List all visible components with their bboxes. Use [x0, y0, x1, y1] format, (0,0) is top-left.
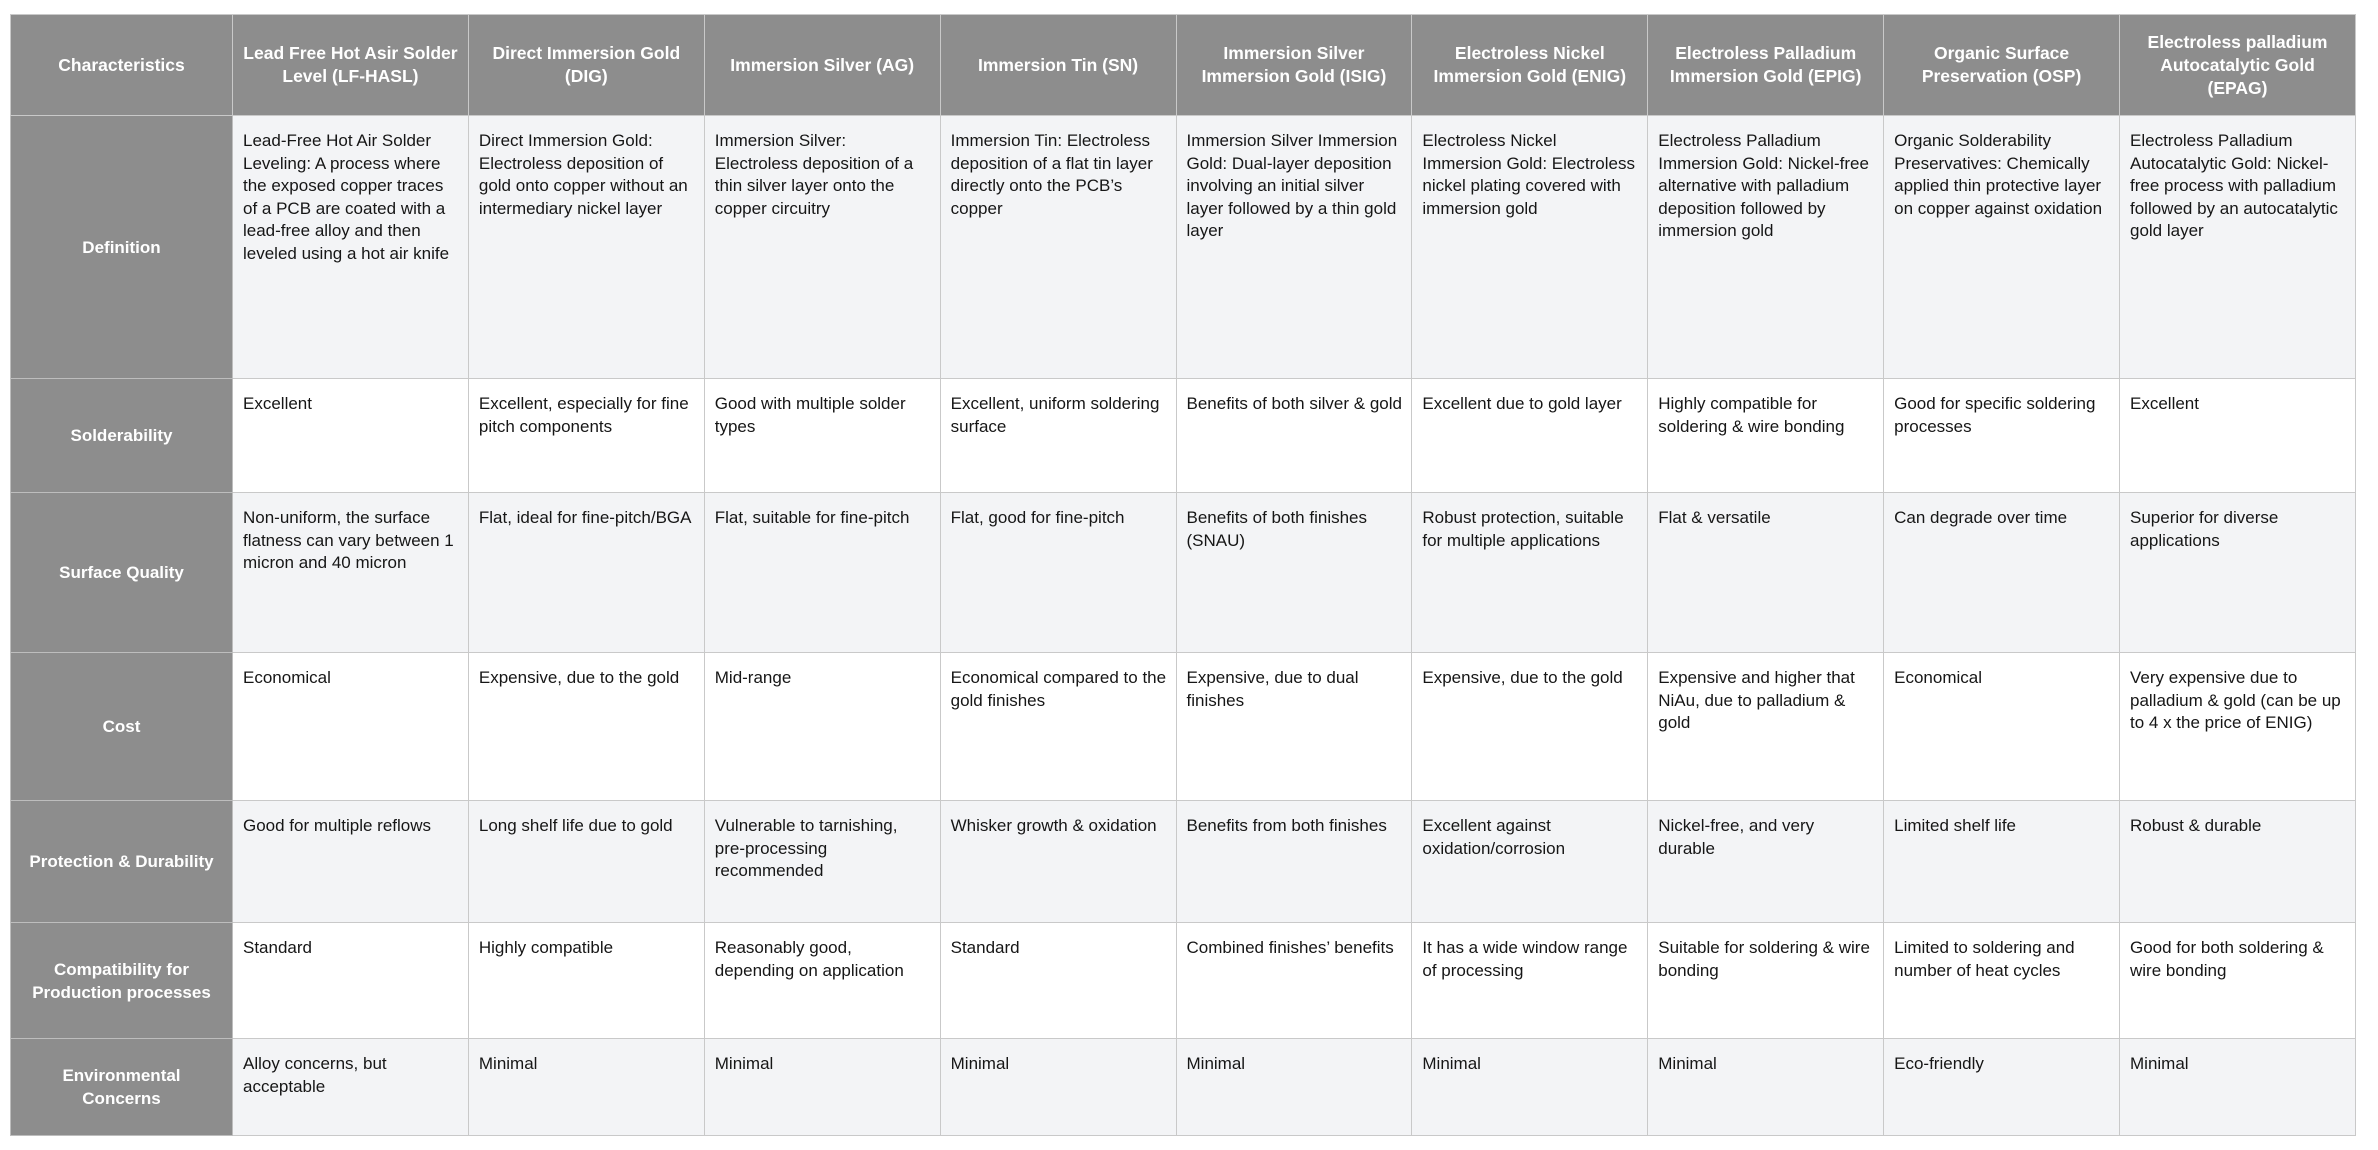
column-header: Electroless Nickel Immersion Gold (ENIG) — [1412, 15, 1648, 116]
table-cell: Electroless Nickel Immersion Gold: Electroless nickel plating covered with immersion gold — [1412, 116, 1648, 379]
table-cell: Nickel-free, and very durable — [1648, 801, 1884, 923]
table-body — [11, 116, 2356, 1136]
table-cell: Organic Solderability Preservatives: Chemically applied thin protective layer on copper against oxidation — [1884, 116, 2120, 379]
table-cell: Standard — [940, 923, 1176, 1039]
row-label: Compatibility for Production processes — [11, 923, 233, 1039]
table-cell: Good for both soldering & wire bonding — [2120, 923, 2356, 1039]
table-cell: Highly compatible for soldering & wire bonding — [1648, 379, 1884, 493]
table-cell: Expensive and higher that NiAu, due to palladium & gold — [1648, 653, 1884, 801]
table-cell: Can degrade over time — [1884, 493, 2120, 653]
table-row — [11, 116, 2356, 379]
column-header: Lead Free Hot Asir Solder Level (LF-HASL) — [233, 15, 469, 116]
table-cell: Flat & versatile — [1648, 493, 1884, 653]
header-row — [11, 15, 2356, 116]
column-header: Direct Immersion Gold (DIG) — [468, 15, 704, 116]
table-cell: Superior for diverse applications — [2120, 493, 2356, 653]
table-cell: Minimal — [2120, 1039, 2356, 1136]
table-cell: Minimal — [704, 1039, 940, 1136]
table-row — [11, 1039, 2356, 1136]
row-label: Definition — [11, 116, 233, 379]
column-header: Immersion Tin (SN) — [940, 15, 1176, 116]
table-cell: Lead-Free Hot Air Solder Leveling: A process where the exposed copper traces of a PCB are coated with a lead-free alloy and then leveled using a hot air knife — [233, 116, 469, 379]
table-cell: Limited to soldering and number of heat cycles — [1884, 923, 2120, 1039]
table-cell: Eco-friendly — [1884, 1039, 2120, 1136]
table-cell: Minimal — [1648, 1039, 1884, 1136]
table-cell: It has a wide window range of processing — [1412, 923, 1648, 1039]
table-cell: Minimal — [1176, 1039, 1412, 1136]
table-cell: Robust protection, suitable for multiple applications — [1412, 493, 1648, 653]
table-row — [11, 379, 2356, 493]
table-cell: Benefits from both finishes — [1176, 801, 1412, 923]
table-cell: Economical — [1884, 653, 2120, 801]
table-cell: Flat, good for fine-pitch — [940, 493, 1176, 653]
table-cell: Excellent, especially for fine pitch components — [468, 379, 704, 493]
table-cell: Economical — [233, 653, 469, 801]
table-cell: Good with multiple solder types — [704, 379, 940, 493]
table-row — [11, 493, 2356, 653]
table-cell: Whisker growth & oxidation — [940, 801, 1176, 923]
table-cell: Direct Immersion Gold: Electroless deposition of gold onto copper without an intermediary nickel layer — [468, 116, 704, 379]
table-cell: Economical compared to the gold finishes — [940, 653, 1176, 801]
row-label: Environmental Concerns — [11, 1039, 233, 1136]
table-cell: Expensive, due to the gold — [1412, 653, 1648, 801]
corner-header-characteristics: Characteristics — [11, 15, 233, 116]
table-cell: Vulnerable to tarnishing, pre-processing recommended — [704, 801, 940, 923]
column-header: Electroless palladium Autocatalytic Gold (EPAG) — [2120, 15, 2356, 116]
table-cell: Minimal — [940, 1039, 1176, 1136]
table-header — [11, 15, 2356, 116]
table-cell: Excellent against oxidation/corrosion — [1412, 801, 1648, 923]
table-cell: Flat, suitable for fine-pitch — [704, 493, 940, 653]
column-header: Immersion Silver Immersion Gold (ISIG) — [1176, 15, 1412, 116]
table-cell: Immersion Silver: Electroless deposition of a thin silver layer onto the copper circuitry — [704, 116, 940, 379]
table-cell: Very expensive due to palladium & gold (can be up to 4 x the price of ENIG) — [2120, 653, 2356, 801]
table-cell: Suitable for soldering & wire bonding — [1648, 923, 1884, 1039]
table-cell: Immersion Tin: Electroless deposition of a flat tin layer directly onto the PCB’s copper — [940, 116, 1176, 379]
table-cell: Non-uniform, the surface flatness can vary between 1 micron and 40 micron — [233, 493, 469, 653]
table-cell: Long shelf life due to gold — [468, 801, 704, 923]
table-cell: Good for multiple reflows — [233, 801, 469, 923]
surface-finish-comparison-table — [10, 14, 2356, 1136]
table-cell: Excellent due to gold layer — [1412, 379, 1648, 493]
table-cell: Electroless Palladium Immersion Gold: Nickel-free alternative with palladium deposition followed by immersion gold — [1648, 116, 1884, 379]
table-cell: Reasonably good, depending on application — [704, 923, 940, 1039]
table-cell: Limited shelf life — [1884, 801, 2120, 923]
table-cell: Excellent — [2120, 379, 2356, 493]
table-cell: Mid-range — [704, 653, 940, 801]
table-cell: Standard — [233, 923, 469, 1039]
table-cell: Minimal — [468, 1039, 704, 1136]
pcb-surface-finish-comparison-page — [10, 14, 2356, 1136]
table-cell: Expensive, due to dual finishes — [1176, 653, 1412, 801]
table-cell: Benefits of both finishes (SNAU) — [1176, 493, 1412, 653]
table-cell: Excellent — [233, 379, 469, 493]
column-header: Electroless Palladium Immersion Gold (EPIG) — [1648, 15, 1884, 116]
table-cell: Minimal — [1412, 1039, 1648, 1136]
row-label: Surface Quality — [11, 493, 233, 653]
table-cell: Alloy concerns, but acceptable — [233, 1039, 469, 1136]
table-cell: Expensive, due to the gold — [468, 653, 704, 801]
table-row — [11, 801, 2356, 923]
row-label: Protection & Durability — [11, 801, 233, 923]
table-cell: Good for specific soldering processes — [1884, 379, 2120, 493]
row-label: Solderability — [11, 379, 233, 493]
table-cell: Highly compatible — [468, 923, 704, 1039]
table-cell: Combined finishes’ benefits — [1176, 923, 1412, 1039]
row-label: Cost — [11, 653, 233, 801]
table-cell: Flat, ideal for fine-pitch/BGA — [468, 493, 704, 653]
table-cell: Robust & durable — [2120, 801, 2356, 923]
table-cell: Excellent, uniform soldering surface — [940, 379, 1176, 493]
table-row — [11, 653, 2356, 801]
table-cell: Benefits of both silver & gold — [1176, 379, 1412, 493]
table-row — [11, 923, 2356, 1039]
table-cell: Immersion Silver Immersion Gold: Dual-layer deposition involving an initial silver layer followed by a thin gold layer — [1176, 116, 1412, 379]
table-cell: Electroless Palladium Autocatalytic Gold: Nickel-free process with palladium followed by an autocatalytic gold layer — [2120, 116, 2356, 379]
column-header: Immersion Silver (AG) — [704, 15, 940, 116]
column-header: Organic Surface Preservation (OSP) — [1884, 15, 2120, 116]
